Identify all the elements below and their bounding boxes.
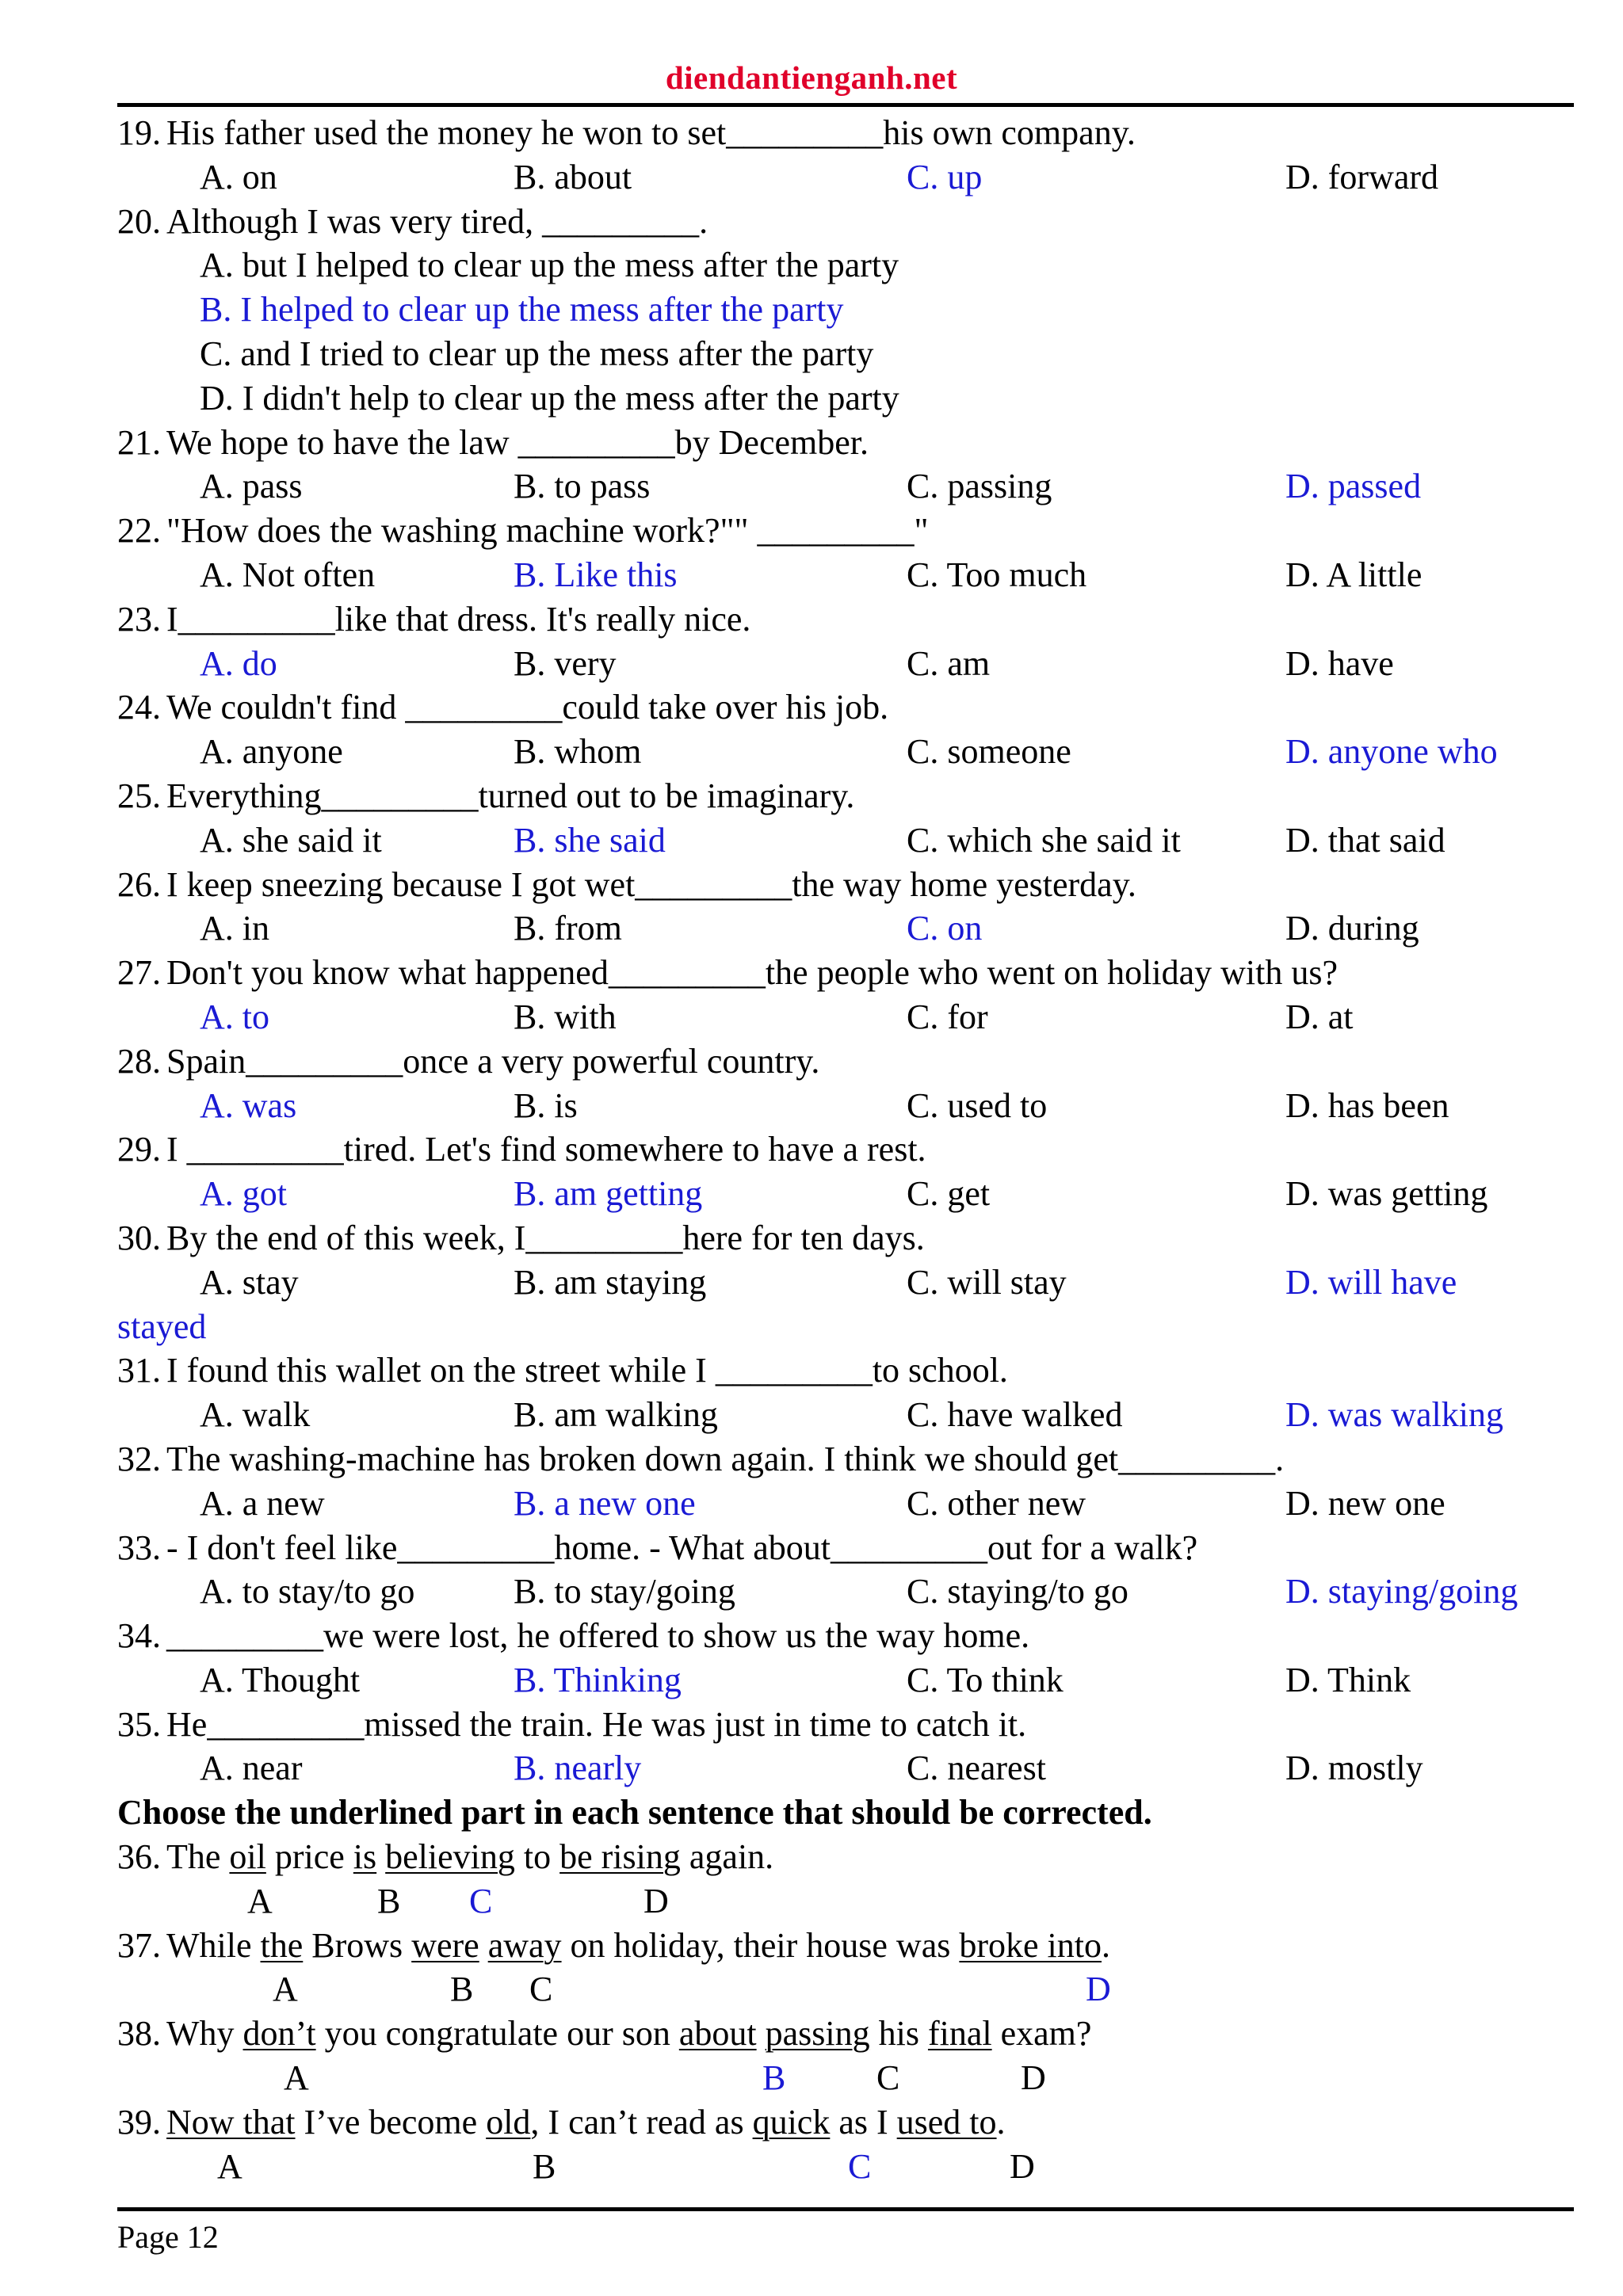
question-number: 35. — [117, 1704, 161, 1744]
option-continuation — [117, 1305, 1574, 1349]
option-b[interactable]: B. a new one — [514, 1483, 696, 1523]
option-d[interactable]: D. at — [1285, 997, 1354, 1036]
question-number: 38. — [117, 2014, 161, 2054]
option-line — [117, 376, 1574, 421]
option-a[interactable]: A. anyone — [200, 732, 343, 772]
option-d[interactable]: D. A little — [1285, 555, 1423, 594]
options-row — [117, 464, 1574, 509]
question-number: 31. — [117, 1351, 161, 1390]
option-b[interactable]: B. am walking — [514, 1395, 718, 1435]
question-stem: Everything — [166, 776, 322, 815]
answer-blank: _________ — [608, 953, 766, 993]
question-stem: " — [914, 511, 929, 551]
question-number: 19. — [117, 113, 161, 152]
option-label-c[interactable]: C — [529, 1970, 553, 2009]
question-stem: tired. Let's find somewhere to have a rest. — [343, 1130, 926, 1169]
option-c[interactable]: C. staying/to go — [907, 1572, 1128, 1611]
option-labels-row — [117, 2145, 1574, 2189]
question-stem: here for ten days. — [682, 1218, 925, 1257]
sentence-text: you congratulate our son — [315, 2014, 679, 2054]
option-c[interactable]: C. will stay — [907, 1262, 1067, 1302]
option-c[interactable]: C. up — [907, 157, 983, 196]
question-stem: home. - What about — [554, 1527, 831, 1567]
option-a[interactable]: A. pass — [200, 467, 303, 506]
option-label-a[interactable]: A — [284, 2058, 309, 2098]
answer-blank: _________ — [321, 776, 479, 815]
question-text — [166, 1127, 926, 1172]
question-number: 21. — [117, 422, 161, 462]
question-text — [166, 111, 1136, 155]
option-c[interactable]: C. passing — [907, 467, 1052, 506]
question-stem: I found this wallet on the street while I — [166, 1351, 716, 1390]
option-c[interactable]: C. someone — [907, 732, 1071, 772]
option-b[interactable]: B. is — [514, 1085, 578, 1125]
site-header: diendantienganh.net — [665, 59, 958, 96]
question-line — [117, 597, 1574, 642]
question-text — [166, 1924, 1110, 1968]
option-a[interactable]: A. was — [200, 1085, 297, 1125]
question-stem: his own company. — [883, 113, 1136, 152]
question-stem: We hope to have the law — [166, 422, 518, 462]
question-stem: missed the train. He was just in time to catch it. — [364, 1704, 1027, 1744]
sentence-text — [479, 1926, 488, 1965]
question-line — [117, 200, 1574, 244]
question-stem: turned out to be imaginary. — [478, 776, 855, 815]
question-number: 32. — [117, 1439, 161, 1478]
options-row — [117, 1569, 1574, 1614]
sentence-text: again. — [680, 1837, 774, 1877]
sentence-text: Why — [166, 2014, 243, 2054]
answer-blank: _________ — [726, 113, 884, 152]
option-d[interactable]: D. Think — [1285, 1660, 1411, 1699]
question-stem: the people who went on holiday with us? — [765, 953, 1338, 993]
option-label-d[interactable]: D — [1021, 2058, 1046, 2098]
sentence-text: his — [869, 2014, 928, 2054]
question-stem: out for a walk? — [987, 1527, 1198, 1567]
question-number: 20. — [117, 201, 161, 241]
options-row — [117, 642, 1574, 686]
option-b[interactable]: B. from — [514, 909, 622, 948]
sentence-text: The — [166, 1837, 230, 1877]
option-label-a[interactable]: A — [217, 2146, 242, 2186]
question-line — [117, 1348, 1574, 1393]
answer-blank: _________ — [405, 688, 563, 727]
underlined-part: is — [353, 1837, 377, 1877]
question-number: 28. — [117, 1041, 161, 1081]
option-a[interactable]: A. near — [200, 1749, 303, 1788]
question-line — [117, 1614, 1574, 1658]
question-stem: once a very powerful country. — [403, 1041, 820, 1081]
option-d[interactable]: D. I didn't help to clear up the mess after the party — [200, 378, 899, 418]
option-line — [117, 243, 1574, 288]
option-line — [117, 288, 1574, 332]
question-number: 25. — [117, 776, 161, 815]
underlined-part: old — [486, 2102, 531, 2142]
question-line — [117, 509, 1574, 553]
question-text — [166, 509, 928, 553]
option-a[interactable]: A. Thought — [200, 1660, 361, 1699]
option-b[interactable]: B. nearly — [514, 1749, 642, 1788]
question-text — [166, 2012, 1091, 2056]
question-stem: . — [699, 201, 708, 241]
option-a[interactable]: A. a new — [200, 1483, 325, 1523]
question-text — [166, 1835, 773, 1879]
option-b[interactable]: B. she said — [514, 820, 666, 860]
option-b[interactable]: B. very — [514, 643, 617, 683]
option-b[interactable]: B. about — [514, 157, 632, 196]
option-b[interactable]: B. to stay/going — [514, 1572, 735, 1611]
sentence-text: to — [514, 1837, 560, 1877]
options-row — [117, 1658, 1574, 1703]
question-text — [166, 597, 750, 642]
option-a[interactable]: A. do — [200, 643, 277, 683]
answer-blank: _________ — [715, 1351, 873, 1390]
question-stem: I keep sneezing because I got wet — [166, 864, 636, 904]
option-b[interactable]: B. with — [514, 997, 617, 1036]
question-stem: the way home yesterday. — [792, 864, 1136, 904]
option-c[interactable]: C. nearest — [907, 1749, 1046, 1788]
underlined-part: Now that — [166, 2102, 296, 2142]
question-number: 39. — [117, 2102, 161, 2142]
option-label-b[interactable]: B — [377, 1881, 401, 1920]
section-instruction: Choose the underlined part in each sentence that should be corrected. — [117, 1793, 1152, 1833]
option-label-d[interactable]: D — [1010, 2146, 1035, 2186]
question-stem: By the end of this week, I — [166, 1218, 526, 1257]
question-line — [117, 951, 1574, 995]
question-text — [166, 863, 1136, 907]
option-a[interactable]: A. in — [200, 909, 269, 948]
question-stem: He — [166, 1704, 208, 1744]
option-a[interactable]: A. got — [200, 1174, 287, 1214]
option-d[interactable]: D. have — [1285, 643, 1394, 683]
question-line — [117, 1216, 1574, 1261]
question-text — [166, 200, 708, 244]
question-text — [166, 2100, 1006, 2145]
question-stem: to school. — [872, 1351, 1008, 1390]
option-c[interactable]: C. on — [907, 909, 983, 948]
question-stem: I — [166, 1130, 187, 1169]
options-row — [117, 818, 1574, 863]
sentence-text: . — [1102, 1925, 1111, 1965]
options-row — [117, 1084, 1574, 1128]
answer-blank: _________ — [397, 1527, 555, 1567]
question-number: 36. — [117, 1837, 161, 1877]
answer-blank: _________ — [831, 1527, 988, 1567]
option-a[interactable]: A. she said it — [200, 820, 382, 860]
option-label-b[interactable]: B — [450, 1970, 474, 2009]
options-row — [117, 553, 1574, 597]
question-stem: I — [166, 599, 178, 639]
underlined-part: passing — [765, 2014, 870, 2054]
question-text — [166, 1526, 1197, 1570]
question-stem: like that dress. It's really nice. — [334, 599, 751, 639]
options-row — [117, 906, 1574, 951]
question-stem: Don't you know what happened — [166, 953, 609, 993]
option-labels-row — [117, 2056, 1574, 2100]
question-number: 30. — [117, 1218, 161, 1257]
option-a[interactable]: A. Not often — [200, 555, 376, 594]
answer-blank: _________ — [186, 1130, 344, 1169]
underlined-part: were — [411, 1925, 479, 1965]
option-d[interactable]: D. staying/going — [1285, 1572, 1518, 1611]
options-row — [117, 1261, 1574, 1305]
option-labels-row — [117, 1967, 1574, 2012]
question-text — [166, 1039, 819, 1084]
option-c[interactable]: C. am — [907, 643, 991, 683]
underlined-part: quick — [752, 2102, 831, 2142]
question-text — [166, 1437, 1284, 1482]
option-label-a[interactable]: A — [247, 1881, 273, 1920]
option-b[interactable]: B. Thinking — [514, 1660, 682, 1699]
answer-blank: _________ — [246, 1041, 403, 1081]
option-b[interactable]: B. am staying — [514, 1262, 707, 1302]
option-d[interactable]: D. that said — [1285, 820, 1445, 860]
answer-blank: _________ — [1118, 1439, 1276, 1478]
option-d[interactable]: D. passed — [1285, 467, 1422, 506]
option-d[interactable]: D. during — [1285, 909, 1419, 948]
option-labels-row — [117, 1879, 1574, 1924]
options-row — [117, 995, 1574, 1039]
option-d[interactable]: D. has been — [1285, 1085, 1449, 1125]
options-row — [117, 730, 1574, 774]
option-a[interactable]: A. on — [200, 157, 277, 196]
option-d[interactable]: D. was walking — [1285, 1395, 1503, 1435]
option-d[interactable]: D. anyone who — [1285, 732, 1498, 772]
question-number: 23. — [117, 599, 161, 639]
sentence-text: . — [996, 2102, 1006, 2142]
question-stem: - I don't feel like — [166, 1527, 398, 1567]
sentence-text — [757, 2014, 766, 2053]
answer-blank: _________ — [178, 599, 335, 639]
option-b[interactable]: B. to pass — [514, 467, 651, 506]
option-c[interactable]: C. used to — [907, 1085, 1048, 1125]
option-c[interactable]: C. other new — [907, 1483, 1086, 1523]
options-row — [117, 1172, 1574, 1216]
option-label-c[interactable]: C — [876, 2058, 900, 2098]
option-d[interactable]: D. new one — [1285, 1483, 1445, 1523]
question-stem: Although I was very tired, — [166, 201, 543, 241]
sentence-text: Brows — [303, 1925, 412, 1965]
footer-rule — [117, 2207, 1574, 2211]
option-b[interactable]: B. whom — [514, 732, 642, 772]
question-stem: by December. — [674, 422, 869, 462]
answer-blank: _________ — [525, 1218, 683, 1257]
option-c[interactable]: C. for — [907, 997, 988, 1036]
option-label-c[interactable]: C — [848, 2146, 872, 2186]
question-text — [166, 421, 869, 465]
question-line — [117, 685, 1574, 730]
question-stem: could take over his job. — [562, 688, 889, 727]
underlined-part: away — [487, 1925, 562, 1965]
option-label-d[interactable]: D — [1086, 1970, 1111, 2009]
sentence-text: as I — [830, 2102, 897, 2142]
question-line — [117, 2100, 1574, 2145]
question-line — [117, 1437, 1574, 1482]
option-c[interactable]: C. and I tried to clear up the mess after the party — [200, 334, 874, 373]
exercise-content — [117, 111, 1574, 2188]
underlined-part: don’t — [242, 2014, 316, 2054]
option-a[interactable]: A. but I helped to clear up the mess after the party — [200, 246, 899, 285]
answer-blank: _________ — [757, 511, 915, 551]
underlined-part: believing — [385, 1837, 515, 1877]
question-line — [117, 774, 1574, 818]
sentence-text: , I can’t read as — [530, 2102, 753, 2142]
question-number: 33. — [117, 1527, 161, 1567]
option-b[interactable]: B. I helped to clear up the mess after the party — [200, 290, 844, 330]
question-line — [117, 1127, 1574, 1172]
option-b[interactable]: B. am getting — [514, 1174, 703, 1214]
question-stem: We couldn't find — [166, 688, 406, 727]
section-instruction-line — [117, 1791, 1574, 1835]
question-line — [117, 1526, 1574, 1570]
underlined-part: be rising — [559, 1837, 681, 1877]
question-stem: His father used the money he won to set — [166, 113, 727, 152]
sentence-text: exam? — [991, 2014, 1092, 2054]
option-c[interactable]: C. To think — [907, 1660, 1064, 1699]
sentence-text: I’ve become — [295, 2102, 487, 2142]
underlined-part: used to — [896, 2102, 997, 2142]
option-a[interactable]: A. stay — [200, 1262, 299, 1302]
option-label-b[interactable]: B — [533, 2146, 556, 2186]
question-line — [117, 421, 1574, 465]
question-text — [166, 1614, 1029, 1658]
options-row — [117, 155, 1574, 200]
question-line — [117, 1039, 1574, 1084]
option-c[interactable]: C. have walked — [907, 1395, 1123, 1435]
option-label-c[interactable]: C — [469, 1881, 493, 1920]
question-text — [166, 1703, 1026, 1747]
sentence-text: on holiday, their house was — [561, 1925, 960, 1965]
option-d[interactable]: D. was getting — [1285, 1174, 1488, 1214]
question-number: 24. — [117, 688, 161, 727]
options-row — [117, 1746, 1574, 1791]
question-number: 27. — [117, 953, 161, 993]
underlined-part: final — [927, 2014, 992, 2054]
question-number: 29. — [117, 1130, 161, 1169]
question-stem: "How does the washing machine work?"" — [166, 511, 758, 551]
question-text — [166, 685, 888, 730]
option-c[interactable]: C. Too much — [907, 555, 1087, 594]
question-stem: The washing-machine has broken down again. I think we should get — [166, 1439, 1119, 1478]
question-stem: we were lost, he offered to show us the way home. — [323, 1616, 1030, 1656]
question-line — [117, 1835, 1574, 1879]
question-line — [117, 1703, 1574, 1747]
question-text — [166, 1216, 925, 1261]
underlined-part: the — [260, 1925, 304, 1965]
option-a[interactable]: A. to stay/to go — [200, 1572, 415, 1611]
option-c[interactable]: C. get — [907, 1174, 991, 1214]
question-line — [117, 2012, 1574, 2056]
question-line — [117, 863, 1574, 907]
question-text — [166, 774, 854, 818]
question-stem: . — [1275, 1439, 1285, 1478]
option-line — [117, 332, 1574, 376]
option-d[interactable]: D. will have — [1285, 1262, 1457, 1302]
header-rule — [117, 103, 1574, 107]
underlined-part: oil — [229, 1837, 266, 1877]
answer-blank: _________ — [166, 1616, 323, 1656]
sentence-text: price — [265, 1837, 353, 1877]
option-d-continued: stayed — [117, 1306, 207, 1346]
sentence-text: While — [166, 1925, 261, 1965]
options-row — [117, 1482, 1574, 1526]
question-number: 37. — [117, 1925, 161, 1965]
sentence-text — [376, 1837, 385, 1876]
option-label-d[interactable]: D — [643, 1881, 669, 1920]
question-stem: Spain — [166, 1041, 246, 1081]
option-a[interactable]: A. walk — [200, 1395, 311, 1435]
option-a[interactable]: A. to — [200, 997, 269, 1036]
answer-blank: _________ — [517, 422, 675, 462]
underlined-part: about — [678, 2014, 757, 2054]
answer-blank: _________ — [635, 864, 792, 904]
question-number: 34. — [117, 1616, 161, 1656]
question-line — [117, 1924, 1574, 1968]
question-line — [117, 111, 1574, 155]
answer-blank: _________ — [542, 201, 700, 241]
options-row — [117, 1393, 1574, 1437]
question-number: 22. — [117, 511, 161, 551]
option-label-a[interactable]: A — [273, 1970, 298, 2009]
question-text — [166, 951, 1338, 995]
option-b[interactable]: B. Like this — [514, 555, 678, 594]
answer-blank: _________ — [207, 1704, 365, 1744]
question-number: 26. — [117, 864, 161, 904]
option-label-b[interactable]: B — [762, 2058, 786, 2098]
page-number: Page 12 — [117, 2219, 219, 2255]
option-c[interactable]: C. which she said it — [907, 820, 1181, 860]
option-d[interactable]: D. mostly — [1285, 1749, 1423, 1788]
underlined-part: broke into — [959, 1925, 1102, 1965]
question-text — [166, 1348, 1008, 1393]
option-d[interactable]: D. forward — [1285, 157, 1439, 196]
